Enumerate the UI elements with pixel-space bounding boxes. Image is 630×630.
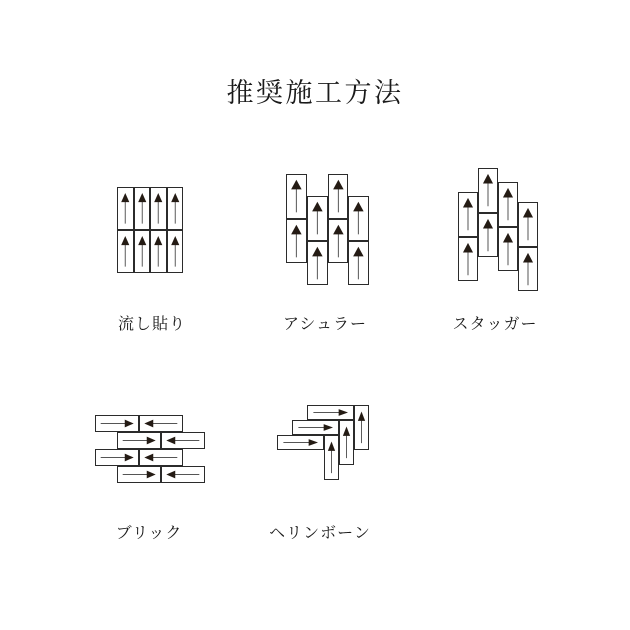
- tile-up: [117, 230, 134, 273]
- label-stagger: スタッガー: [452, 316, 538, 333]
- tile-up: [348, 241, 369, 286]
- up-arrow-icon: [459, 238, 477, 281]
- label-nagashibari: 流し貼り: [117, 316, 186, 333]
- up-arrow-icon: [287, 175, 306, 218]
- tile-up: [134, 187, 151, 230]
- tile-up: [286, 174, 307, 219]
- diagram-nagashibari: [117, 187, 183, 273]
- up-arrow-icon: [151, 188, 166, 229]
- diagram-ashlar: [286, 174, 369, 285]
- up-arrow-icon: [355, 406, 368, 449]
- tile-right: [307, 405, 354, 420]
- right-arrow-icon: [308, 406, 353, 419]
- left-arrow-icon: [140, 416, 182, 431]
- tile-left: [139, 415, 183, 432]
- right-arrow-icon: [96, 450, 138, 465]
- tile-up: [150, 187, 167, 230]
- tile-right: [277, 435, 324, 450]
- right-arrow-icon: [293, 421, 338, 434]
- left-arrow-icon: [162, 467, 204, 482]
- tile-up: [518, 202, 538, 247]
- up-arrow-icon: [308, 242, 327, 285]
- up-arrow-icon: [340, 421, 353, 464]
- tile-up: [328, 219, 349, 264]
- up-arrow-icon: [499, 183, 517, 226]
- tile-left: [139, 449, 183, 466]
- diagram-stagger: [458, 168, 538, 291]
- up-arrow-icon: [479, 214, 497, 257]
- left-arrow-icon: [162, 433, 204, 448]
- label-herringbone: ヘリンボーン: [269, 525, 371, 542]
- tile-right: [117, 432, 161, 449]
- tile-up: [307, 196, 328, 241]
- tile-up: [458, 192, 478, 237]
- right-arrow-icon: [118, 433, 160, 448]
- tile-left: [161, 432, 205, 449]
- tile-up: [354, 405, 369, 450]
- up-arrow-icon: [118, 231, 133, 272]
- tile-up: [286, 219, 307, 264]
- tile-up: [478, 213, 498, 258]
- label-brick: ブリック: [115, 525, 183, 542]
- up-arrow-icon: [519, 248, 537, 291]
- right-arrow-icon: [96, 416, 138, 431]
- tile-right: [95, 449, 139, 466]
- tile-right: [117, 466, 161, 483]
- tile-right: [95, 415, 139, 432]
- up-arrow-icon: [151, 231, 166, 272]
- diagram-herringbone: [277, 405, 369, 480]
- up-arrow-icon: [168, 231, 183, 272]
- tile-up: [348, 196, 369, 241]
- left-arrow-icon: [140, 450, 182, 465]
- up-arrow-icon: [329, 175, 348, 218]
- right-arrow-icon: [278, 436, 323, 449]
- page-title: 推奨施工方法: [226, 78, 404, 108]
- up-arrow-icon: [287, 220, 306, 263]
- up-arrow-icon: [135, 188, 150, 229]
- diagram-brick: [95, 415, 205, 483]
- tile-right: [292, 420, 339, 435]
- label-ashlar: アシュラー: [282, 316, 368, 333]
- tile-up: [478, 168, 498, 213]
- up-arrow-icon: [168, 188, 183, 229]
- tile-up: [324, 435, 339, 480]
- tile-up: [518, 247, 538, 292]
- tile-up: [167, 230, 184, 273]
- up-arrow-icon: [349, 242, 368, 285]
- tile-up: [117, 187, 134, 230]
- tile-up: [167, 187, 184, 230]
- tile-up: [498, 227, 518, 272]
- up-arrow-icon: [349, 197, 368, 240]
- tile-up: [150, 230, 167, 273]
- tile-left: [161, 466, 205, 483]
- up-arrow-icon: [329, 220, 348, 263]
- up-arrow-icon: [459, 193, 477, 236]
- tile-up: [307, 241, 328, 286]
- tile-up: [498, 182, 518, 227]
- up-arrow-icon: [118, 188, 133, 229]
- up-arrow-icon: [308, 197, 327, 240]
- up-arrow-icon: [499, 228, 517, 271]
- tile-up: [339, 420, 354, 465]
- tile-up: [134, 230, 151, 273]
- up-arrow-icon: [135, 231, 150, 272]
- up-arrow-icon: [519, 203, 537, 246]
- tile-up: [458, 237, 478, 282]
- up-arrow-icon: [479, 169, 497, 212]
- tile-up: [328, 174, 349, 219]
- right-arrow-icon: [118, 467, 160, 482]
- up-arrow-icon: [325, 436, 338, 479]
